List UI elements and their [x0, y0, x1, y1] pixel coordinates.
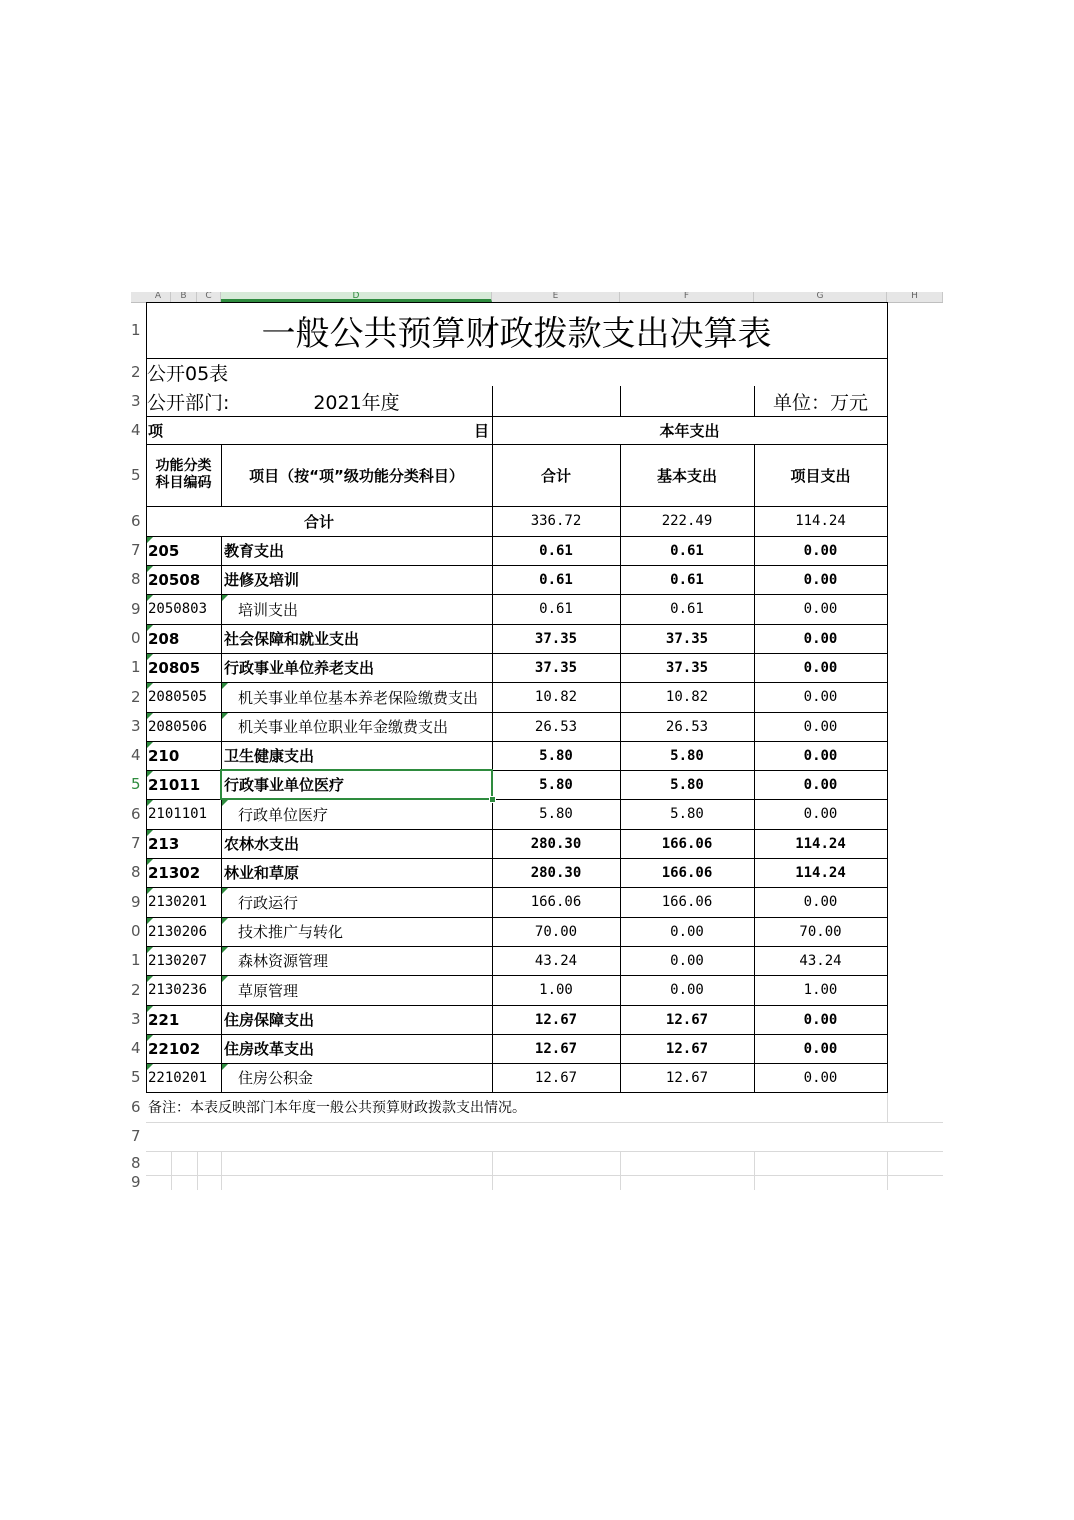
row-total[interactable]: 0.61 [539, 601, 573, 617]
row-code[interactable]: 2130236 [148, 982, 208, 998]
row-total[interactable]: 280.30 [530, 835, 582, 852]
header-code: 功能分类 科目编码 [155, 458, 212, 491]
unit-label: 单位：万元 [772, 391, 868, 414]
border [492, 416, 493, 1092]
gridline [146, 1122, 943, 1123]
header-project: 项目支出 [790, 466, 851, 485]
border [221, 536, 222, 1092]
text-number-indicator [147, 918, 153, 924]
row-basic[interactable]: 5.80 [670, 747, 704, 764]
row-number[interactable]: 0 [131, 922, 141, 940]
row-basic[interactable]: 166.06 [661, 835, 713, 852]
row-project[interactable]: 0.00 [803, 1011, 838, 1028]
border [146, 1034, 888, 1035]
row-code[interactable]: 2130207 [148, 952, 208, 969]
row-code[interactable]: 2080505 [148, 689, 208, 705]
row-project[interactable]: 0.00 [803, 1069, 838, 1086]
row-project[interactable]: 0.00 [803, 1040, 838, 1057]
selected-cell[interactable] [220, 769, 493, 800]
row-name[interactable]: 社会保障和就业支出 [224, 630, 360, 648]
text-number-indicator [147, 1064, 153, 1070]
row-total[interactable]: 43.24 [534, 952, 578, 969]
border [146, 444, 888, 445]
row-name[interactable]: 进修及培训 [224, 571, 300, 589]
spreadsheet[interactable] [131, 292, 943, 1190]
text-number-indicator [147, 683, 153, 689]
row-project[interactable]: 0.00 [803, 630, 838, 647]
row-number[interactable]: 2 [131, 981, 141, 999]
dept-label: 公开部门: [147, 391, 230, 414]
row-total[interactable]: 5.80 [539, 776, 573, 793]
row-name[interactable]: 行政事业单位养老支出 [224, 659, 375, 677]
row-basic[interactable]: 0.61 [670, 571, 704, 588]
row-name[interactable]: 教育支出 [224, 542, 285, 560]
row-total[interactable]: 166.06 [530, 894, 582, 910]
row-project[interactable]: 0.00 [803, 718, 838, 735]
row-basic[interactable]: 0.61 [670, 601, 704, 617]
row-basic[interactable]: 37.35 [665, 659, 709, 676]
row-basic[interactable]: 166.06 [661, 894, 713, 910]
total-label: 合计 [303, 512, 334, 531]
row-total[interactable]: 10.82 [534, 689, 578, 705]
row-name[interactable]: 培训支出 [238, 600, 299, 619]
gridline [887, 1151, 888, 1190]
border [146, 887, 888, 888]
row-total[interactable]: 0.61 [539, 542, 573, 559]
row-number[interactable]: 8 [131, 570, 141, 588]
column-header-f[interactable]: F [620, 292, 754, 302]
border [146, 594, 888, 595]
row-name[interactable]: 住房改革支出 [224, 1040, 315, 1058]
border [754, 386, 755, 416]
row-total[interactable]: 0.61 [539, 571, 573, 588]
row-total[interactable]: 280.30 [530, 864, 582, 881]
row-number[interactable]: 3 [131, 717, 141, 735]
row-name[interactable]: 技术推广与转化 [238, 923, 344, 941]
row-name[interactable]: 行政运行 [238, 893, 299, 912]
header-item: 项目（按“项”级功能分类科目） [249, 466, 464, 485]
row-basic[interactable]: 5.80 [670, 776, 704, 793]
row-number[interactable]: 6 [131, 1098, 141, 1116]
row-name[interactable]: 机关事业单位基本养老保险缴费支出 [238, 688, 479, 707]
text-number-indicator [222, 1064, 228, 1070]
row-code[interactable]: 210 [148, 746, 180, 765]
row-number[interactable]: 1 [131, 321, 141, 339]
row-total[interactable]: 5.80 [539, 806, 573, 822]
row-number[interactable]: 9 [131, 600, 141, 618]
border [146, 302, 147, 1092]
row-code[interactable]: 221 [148, 1010, 180, 1029]
row-number[interactable]: 1 [131, 658, 141, 676]
row-basic[interactable]: 37.35 [665, 630, 709, 647]
border [146, 829, 888, 830]
border [146, 946, 888, 947]
row-number[interactable]: 8 [131, 863, 141, 881]
row-project[interactable]: 0.00 [803, 806, 838, 822]
row-basic[interactable]: 5.80 [670, 806, 704, 822]
footnote: 备注：本表反映部门本年度一般公共预算财政拨款支出情况。 [148, 1100, 526, 1116]
row-name[interactable]: 住房公积金 [238, 1069, 314, 1087]
border [146, 1092, 888, 1093]
column-header-h[interactable]: H [887, 292, 943, 302]
row-code[interactable]: 2130201 [148, 894, 208, 910]
border [146, 917, 888, 918]
text-number-indicator [147, 859, 153, 865]
row-basic[interactable]: 0.00 [670, 952, 704, 969]
border [887, 302, 888, 1092]
column-header-b[interactable]: B [171, 292, 197, 302]
text-number-indicator [147, 771, 153, 777]
row-number[interactable]: 2 [131, 363, 141, 381]
text-number-indicator [147, 625, 153, 631]
text-number-indicator [147, 537, 153, 543]
gridline [754, 1151, 755, 1190]
row-number[interactable]: 2 [131, 688, 141, 706]
header-xiang: 项 [148, 421, 164, 440]
row-project[interactable]: 0.00 [803, 601, 838, 617]
row-total[interactable]: 37.35 [534, 659, 578, 676]
row-project[interactable]: 70.00 [799, 923, 842, 940]
text-number-indicator [147, 976, 153, 982]
row-total[interactable]: 12.67 [534, 1040, 578, 1057]
row-number[interactable]: 6 [131, 805, 141, 823]
row-code[interactable]: 20805 [148, 658, 201, 677]
row-name[interactable]: 行政单位医疗 [238, 805, 329, 824]
header-current-year: 本年支出 [659, 421, 720, 440]
row-total[interactable]: 26.53 [534, 718, 578, 735]
row-code[interactable]: 2101101 [148, 806, 208, 822]
row-number[interactable]: 3 [131, 392, 141, 410]
text-number-indicator [147, 947, 153, 953]
text-number-indicator [147, 800, 153, 806]
row-number[interactable]: 5 [131, 775, 141, 793]
row-basic[interactable]: 12.67 [665, 1011, 709, 1028]
header-total: 合计 [540, 466, 571, 485]
text-number-indicator [147, 1035, 153, 1041]
fiscal-year: 2021年度 [313, 391, 400, 414]
row-number[interactable]: 4 [131, 746, 141, 764]
row-code[interactable]: 213 [148, 834, 180, 853]
border [146, 506, 888, 507]
row-project[interactable]: 1.00 [803, 982, 838, 998]
text-number-indicator [222, 683, 228, 689]
text-number-indicator [147, 888, 153, 894]
border [146, 624, 888, 625]
column-header-a[interactable]: A [146, 292, 171, 302]
text-number-indicator [222, 595, 228, 601]
row-name[interactable]: 农林水支出 [224, 835, 300, 853]
text-number-indicator [147, 595, 153, 601]
border [146, 565, 888, 566]
row-number[interactable]: 4 [131, 1039, 141, 1057]
row-project[interactable]: 43.24 [799, 952, 842, 969]
row-name[interactable]: 卫生健康支出 [224, 747, 315, 765]
fill-handle[interactable] [489, 796, 496, 803]
row-total[interactable]: 5.80 [539, 747, 573, 764]
row-code[interactable]: 2210201 [148, 1069, 208, 1086]
text-number-indicator [147, 654, 153, 660]
header-mu: 目 [473, 421, 489, 440]
total-amount: 336.72 [530, 513, 582, 529]
row-basic[interactable]: 26.53 [665, 718, 709, 735]
border [146, 302, 888, 303]
border [146, 536, 888, 537]
row-name[interactable]: 行政事业单位医疗 [224, 776, 345, 794]
row-number[interactable]: 3 [131, 1010, 141, 1028]
row-number[interactable]: 8 [131, 1154, 141, 1172]
gridline [171, 1151, 172, 1190]
row-code[interactable]: 2050803 [148, 601, 208, 617]
row-project[interactable]: 114.24 [795, 835, 846, 852]
border [146, 358, 888, 359]
row-code[interactable]: 2130206 [148, 923, 208, 940]
row-project[interactable]: 114.24 [795, 864, 846, 881]
gridline [146, 1175, 943, 1176]
row-code[interactable]: 205 [148, 541, 180, 560]
row-basic[interactable]: 12.67 [665, 1040, 709, 1057]
row-project[interactable]: 0.00 [803, 571, 838, 588]
text-number-indicator [147, 742, 153, 748]
row-basic[interactable]: 0.00 [670, 923, 704, 940]
text-number-indicator [222, 888, 228, 894]
row-number[interactable]: 7 [131, 541, 141, 559]
row-basic[interactable]: 0.61 [670, 542, 704, 559]
row-number[interactable]: 9 [131, 1175, 141, 1190]
row-project[interactable]: 0.00 [803, 776, 838, 793]
row-name[interactable]: 住房保障支出 [224, 1011, 315, 1029]
gridline [620, 1151, 621, 1190]
row-name[interactable]: 林业和草原 [224, 864, 300, 882]
text-number-indicator [147, 713, 153, 719]
border [146, 975, 888, 976]
row-total[interactable]: 70.00 [534, 923, 578, 940]
row-code[interactable]: 20508 [148, 570, 201, 589]
text-number-indicator [147, 566, 153, 572]
row-code[interactable]: 21011 [148, 775, 201, 794]
form-number: 公开05表 [147, 362, 229, 385]
border [146, 416, 888, 417]
border [492, 386, 493, 416]
text-number-indicator [147, 1006, 153, 1012]
row-basic[interactable]: 12.67 [665, 1069, 709, 1086]
row-total[interactable]: 1.00 [539, 982, 573, 998]
row-number[interactable]: 4 [131, 421, 141, 439]
total-project: 114.24 [795, 513, 846, 529]
row-name[interactable]: 草原管理 [238, 981, 299, 1000]
row-basic[interactable]: 166.06 [661, 864, 713, 881]
row-total[interactable]: 37.35 [534, 630, 578, 647]
row-total[interactable]: 12.67 [534, 1011, 578, 1028]
row-number[interactable]: 5 [131, 466, 141, 484]
text-number-indicator [147, 830, 153, 836]
text-number-indicator [222, 947, 228, 953]
gridline [197, 1151, 198, 1190]
header-basic: 基本支出 [656, 466, 717, 485]
text-number-indicator [222, 713, 228, 719]
border [146, 712, 888, 713]
gridline [492, 1151, 493, 1190]
column-header-c[interactable]: C [197, 292, 221, 302]
row-number[interactable]: 5 [131, 1068, 141, 1086]
row-code[interactable]: 208 [148, 629, 180, 648]
border [146, 741, 888, 742]
row-project[interactable]: 0.00 [803, 659, 838, 676]
row-number[interactable]: 0 [131, 629, 141, 647]
border [620, 444, 621, 1092]
column-header-e[interactable]: E [492, 292, 620, 302]
row-basic[interactable]: 10.82 [665, 689, 709, 705]
row-code[interactable]: 22102 [148, 1039, 201, 1058]
row-code[interactable]: 2080506 [148, 718, 208, 735]
text-number-indicator [222, 918, 228, 924]
border [146, 1005, 888, 1006]
row-name[interactable]: 森林资源管理 [238, 952, 329, 970]
border [146, 653, 888, 654]
row-name[interactable]: 机关事业单位职业年金缴费支出 [238, 718, 449, 736]
border [754, 444, 755, 1092]
row-total[interactable]: 12.67 [534, 1069, 578, 1086]
column-header-d[interactable]: D [221, 292, 492, 302]
row-code[interactable]: 21302 [148, 863, 201, 882]
total-basic: 222.49 [661, 513, 713, 529]
row-number[interactable]: 1 [131, 951, 141, 969]
text-number-indicator [222, 800, 228, 806]
text-number-indicator [222, 976, 228, 982]
row-number[interactable]: 7 [131, 1127, 141, 1145]
row-number[interactable]: 7 [131, 834, 141, 852]
border [146, 1063, 888, 1064]
border [221, 444, 222, 506]
gridline [146, 1151, 943, 1152]
row-project[interactable]: 0.00 [803, 747, 838, 764]
row-project[interactable]: 0.00 [803, 894, 838, 910]
row-project[interactable]: 0.00 [803, 689, 838, 705]
row-number[interactable]: 9 [131, 893, 141, 911]
border [146, 682, 888, 683]
row-number[interactable]: 6 [131, 512, 141, 530]
border [146, 858, 888, 859]
gridline [221, 1151, 222, 1190]
page-title: 一般公共预算财政拨款支出决算表 [261, 313, 772, 354]
border [620, 386, 621, 416]
row-basic[interactable]: 0.00 [670, 982, 704, 998]
row-project[interactable]: 0.00 [803, 542, 838, 559]
column-header-g[interactable]: G [754, 292, 887, 302]
